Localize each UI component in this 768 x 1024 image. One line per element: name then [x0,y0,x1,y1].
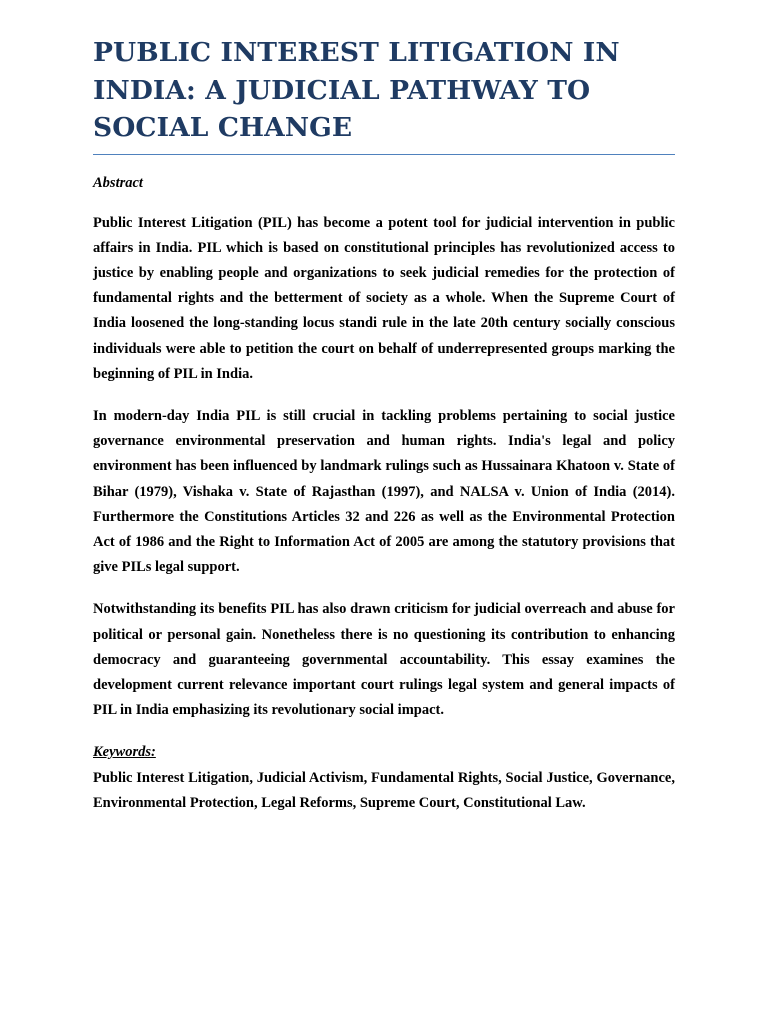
abstract-heading: Abstract [93,174,143,191]
abstract-paragraph-3: Notwithstanding its benefits PIL has also drawn criticism for judicial overreach and abuse for political or personal gain. Nonetheless there is no questioning its contribution to enhancing democracy and guaranteeing governmental accountability. This essay examines the development current relevance important court rulings legal system and general impacts of PIL in India emphasizing its revolutionary social impact. [93,601,675,719]
abstract-paragraph-2: In modern-day India PIL is still crucial in tackling problems pertaining to social justice governance environmental preservation and human rights. India's legal and policy environment has been influenced by landmark rulings such as Hussainara Khatoon v. State of Bihar (1979), Vishaka v. State of Rajasthan (1997), and NALSA v. Union of India (2014). Furthermore the Constitutions Articles 32 and 226 as well as the Environmental Protection Act of 1986 and the Right to Information Act of 2005 are among the statutory provisions that give PILs legal support. [93,407,675,576]
keywords-list: Public Interest Litigation, Judicial Activism, Fundamental Rights, Social Justice, Governance, Environmental Protection, Legal Reforms, Supreme Court, Constitutional Law. [93,769,675,811]
document-page [93,34,675,816]
abstract-paragraph-1: Public Interest Litigation (PIL) has become a potent tool for judicial intervention in public affairs in India. PIL which is based on constitutional principles has revolutionized access to justice by enabling people and organizations to seek judicial remedies for the protection of fundamental rights and the betterment of society as a whole. When the Supreme Court of India loosened the long-standing locus standi rule in the late 20th century socially conscious individuals were able to petition the court on behalf of underrepresented groups marking the beginning of PIL in India. [93,214,675,382]
keywords-heading: Keywords: [93,744,156,761]
document-title: PUBLIC INTEREST LITIGATION IN INDIA: A JUDICIAL PATHWAY TO SOCIAL CHANGE [93,34,675,155]
